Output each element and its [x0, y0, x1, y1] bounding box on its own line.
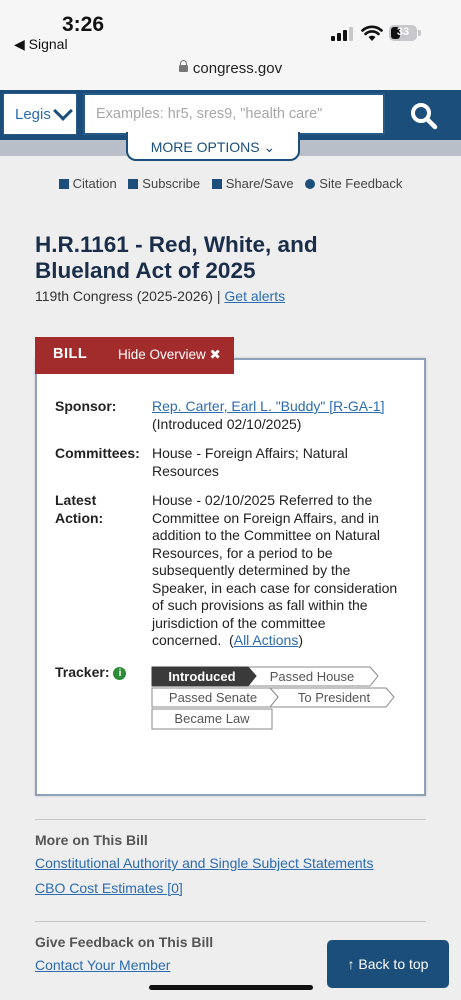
committees-value: House - Foreign Affairs; Natural Resources [152, 445, 348, 479]
sponsor-label: Sponsor: [55, 398, 117, 414]
battery-icon: 33 [389, 25, 423, 41]
wifi-icon [361, 24, 383, 42]
tracker-stage-became-law: Became Law [174, 711, 250, 726]
url-bar[interactable] [0, 60, 461, 90]
divider [35, 921, 426, 922]
back-to-top-button[interactable]: ↑ Back to top [327, 940, 449, 988]
search-icon [410, 102, 438, 130]
get-alerts-link[interactable]: Get alerts [224, 288, 286, 304]
citation-link[interactable]: Citation [59, 176, 117, 191]
tab-bill[interactable]: BILL [53, 346, 88, 362]
hide-overview-button[interactable]: Hide Overview ✖ [118, 347, 221, 362]
latest-action-label: Latest Action: [55, 492, 104, 526]
page-title: H.R.1161 - Red, White, and Blueland Act of 2025 [35, 232, 318, 283]
back-to-app-link[interactable]: ◀ Signal [14, 36, 68, 52]
share-save-link[interactable]: Share/Save [212, 176, 294, 191]
tracker-stage-passed-house: Passed House [269, 669, 355, 684]
tracker-label: Tracker: i [55, 664, 126, 682]
home-indicator[interactable] [149, 985, 313, 990]
committees-label: Committees: [55, 445, 140, 461]
clock: 3:26 [62, 13, 105, 36]
sponsor-value: Rep. Carter, Earl L. "Buddy" [R-GA-1] (Introduced 02/10/2025) [152, 398, 385, 432]
sponsor-link[interactable]: Rep. Carter, Earl L. "Buddy" [R-GA-1] [152, 398, 385, 414]
more-options-button[interactable]: MORE OPTIONS ⌄ [126, 132, 300, 161]
search-scope-select[interactable] [3, 93, 77, 135]
more-on-bill-heading: More on This Bill [35, 832, 148, 848]
quote-icon [59, 179, 69, 189]
divider [35, 819, 426, 820]
all-actions-link[interactable]: All Actions [233, 632, 299, 648]
subscribe-link[interactable]: Subscribe [128, 176, 200, 191]
share-icon [212, 179, 222, 189]
url-domain: congress.gov [192, 60, 283, 77]
tracker-stage-introduced: Introduced [168, 669, 236, 684]
search-scope-value: Legis [15, 106, 51, 123]
cbo-cost-estimates-link[interactable]: CBO Cost Estimates [0] [35, 880, 183, 896]
arrow-up-icon: ↑ [347, 956, 355, 972]
tracker-stage-to-president: To President [297, 690, 371, 705]
lock-icon [179, 65, 188, 72]
constitutional-authority-link[interactable]: Constitutional Authority and Single Subject Statements [35, 855, 374, 871]
info-icon[interactable]: i [113, 667, 126, 680]
cell-signal-icon [331, 27, 353, 41]
bill-toolbar [0, 176, 461, 191]
feedback-heading: Give Feedback on This Bill [35, 934, 214, 950]
congress-session: 119th Congress (2025-2026) | Get alerts [35, 288, 286, 304]
search-input[interactable]: Examples: hr5, sres9, "health care" [83, 93, 385, 135]
latest-action-value: House - 02/10/2025 Referred to the Committee on Foreign Affairs, and in addition to the Committee on Natural Resources, for a period to be subsequently determined by the Speaker, in each case for consideration of such provisions as fall within the jurisdiction of the committee concerned. (All Actions) [152, 492, 398, 648]
site-feedback-link[interactable]: Site Feedback [305, 176, 402, 191]
tracker-stage-passed-senate: Passed Senate [168, 690, 258, 705]
search-button[interactable] [388, 90, 461, 140]
status-bar [0, 0, 461, 60]
mail-icon [128, 179, 138, 189]
contact-member-link[interactable]: Contact Your Member [35, 957, 171, 973]
chevron-down-icon [53, 101, 73, 121]
chat-icon [305, 179, 315, 189]
